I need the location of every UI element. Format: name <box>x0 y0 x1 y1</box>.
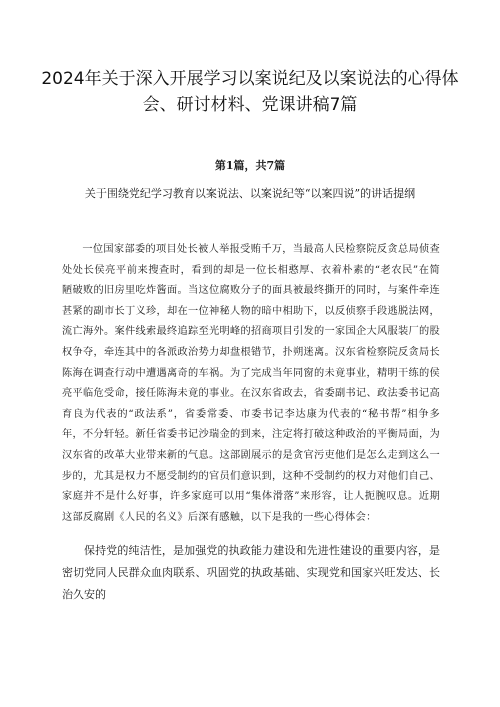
paragraph: 一位国家部委的项目处长被人举报受贿千万，当最高人民检察院反贪总局侦查处处长侯亮平前来搜查时，看到的却是一位长相憨厚、衣着朴素的“老农民”在简陋破败的旧房里吃炸酱面。当这位腐败分子的面具被最终撕开的同时，与案件牵连甚紧的副市长丁义珍，却在一位神秘人物的暗中相助下，以反侦察手段逃脱法网，流亡海外。案件线索最终追踪至光明峰的招商项目引发的一家国企大风服装厂的股权争夺，牵连其中的各派政治势力却盘根错节，扑朔迷离。汉东省检察院反贪局长陈海在调查行动中遭遇离奇的车祸。为了完成当年同窗的未竟事业，精明干练的侯亮平临危受命，接任陈海未竟的事业。在汉东省政去，省委副书记、政法委书记高育良为代表的“政法系”，省委常委、市委书记李达康为代表的“秘书帮”相争多年，不分轩轻。新任省委书记沙瑞金的到来，注定将打破这种政治的平衡局面，为汉东省的改革大业带来新的气息。这部剧展示的是贪官污吏他们是怎么走到这么一步的，尤其是权力不愿受制约的官员们意识到，这种不受制约的权力对他们自己、家庭并不是什么好事，许多家庭可以用“集体滑落”来形容，让人扼腕叹息。近期这部反腐剧《人民的名义》后深有感触，以下是我的一些心得体会： <box>62 244 440 523</box>
document-body <box>62 240 440 606</box>
document-title: 2024年关于深入开展学习以案说纪及以案说法的心得体会、研讨材料、党课讲稿7篇 <box>41 69 459 115</box>
part-label: 第1篇，共7篇 <box>214 159 286 172</box>
paragraph: 保持党的纯洁性，是加强党的执政能力建设和先进性建设的重要内容，是密切党同人民群众血肉联系、巩固党的执政基础、实现党和国家兴旺发达、长治久安的 <box>62 544 440 602</box>
speech-subtitle: 关于围绕党纪学习教育以案说法、以案说纪等“以案四说”的讲话提纲 <box>84 187 416 200</box>
